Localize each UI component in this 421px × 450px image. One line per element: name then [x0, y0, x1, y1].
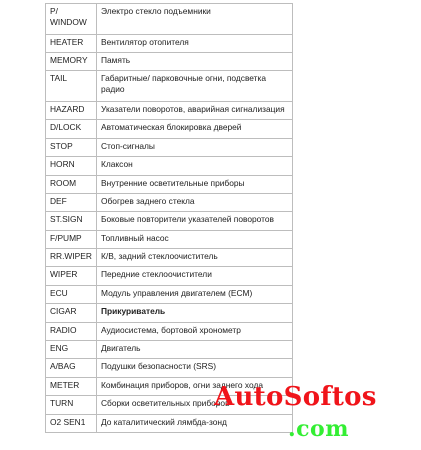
fuse-description: Клаксон: [97, 157, 293, 175]
table-row: [46, 359, 293, 377]
fuse-code: ROOM: [46, 175, 97, 193]
fuse-description: Память: [97, 52, 293, 70]
fuse-code: HEATER: [46, 34, 97, 52]
fuse-description: До каталитический лямбда-зонд: [97, 414, 293, 432]
fuse-code: METER: [46, 377, 97, 395]
fuse-code: ECU: [46, 285, 97, 303]
table-row: [46, 230, 293, 248]
fuse-code: MEMORY: [46, 52, 97, 70]
fuse-description: Электро стекло подъемники: [97, 4, 293, 35]
watermark-brand: AutoSoftos: [214, 382, 377, 412]
fuse-code: F/PUMP: [46, 230, 97, 248]
fuse-description: Указатели поворотов, аварийная сигнализация: [97, 101, 293, 119]
fuse-description: Стоп-сигналы: [97, 138, 293, 156]
table-row: [46, 175, 293, 193]
table-row: [46, 285, 293, 303]
fuse-code: WIPER: [46, 267, 97, 285]
fuse-code: CIGAR: [46, 304, 97, 322]
fuse-code: D/LOCK: [46, 120, 97, 138]
table-row: [46, 377, 293, 395]
fuse-description: Двигатель: [97, 341, 293, 359]
fuse-code: HAZARD: [46, 101, 97, 119]
table-row: [46, 414, 293, 432]
table-row: [46, 322, 293, 340]
table-row: [46, 193, 293, 211]
fuse-code: RR.WIPER: [46, 249, 97, 267]
table-row: [46, 71, 293, 102]
fuse-code: P/ WINDOW: [46, 4, 97, 35]
fuse-description: Аудиосистема, бортовой хронометр: [97, 322, 293, 340]
table-row: [46, 212, 293, 230]
watermark-domain: .com: [288, 416, 350, 442]
fuse-description: Автоматическая блокировка дверей: [97, 120, 293, 138]
table-row: [46, 341, 293, 359]
table-row: [46, 34, 293, 52]
table-row: [46, 267, 293, 285]
table-row: [46, 249, 293, 267]
table-row: [46, 120, 293, 138]
fuse-code: RADIO: [46, 322, 97, 340]
fuse-code: DEF: [46, 193, 97, 211]
fuse-description: Комбинация приборов, огни заднего хода: [97, 377, 293, 395]
fuse-description: Боковые повторители указателей поворотов: [97, 212, 293, 230]
table-row: [46, 138, 293, 156]
fuse-description: К/В, задний стеклоочиститель: [97, 249, 293, 267]
fuse-description: Подушки безопасности (SRS): [97, 359, 293, 377]
table-row: [46, 4, 293, 35]
fuse-description: Габаритные/ парковочные огни, подсветка радио: [97, 71, 293, 102]
fuse-code: ST.SIGN: [46, 212, 97, 230]
fuse-description: Сборки осветительных приборов: [97, 396, 293, 414]
fuse-description: Передние стеклоочистители: [97, 267, 293, 285]
fuse-code: ENG: [46, 341, 97, 359]
fuse-description: Внутренние осветительные приборы: [97, 175, 293, 193]
fuse-code: TAIL: [46, 71, 97, 102]
fuse-code: STOP: [46, 138, 97, 156]
table-row: [46, 157, 293, 175]
fuse-description: Обогрев заднего стекла: [97, 193, 293, 211]
fuse-code: TURN: [46, 396, 97, 414]
fuse-description: Модуль управления двигателем (ECM): [97, 285, 293, 303]
fuse-description: Прикуриватель: [97, 304, 293, 322]
table-row: [46, 304, 293, 322]
fuse-code: HORN: [46, 157, 97, 175]
table-row: [46, 52, 293, 70]
table-row: [46, 101, 293, 119]
table-row: [46, 396, 293, 414]
fuse-description: Топливный насос: [97, 230, 293, 248]
fuse-description: Вентилятор отопителя: [97, 34, 293, 52]
fuse-code: A/BAG: [46, 359, 97, 377]
fuse-table: [45, 3, 293, 433]
fuse-code: O2 SEN1: [46, 414, 97, 432]
